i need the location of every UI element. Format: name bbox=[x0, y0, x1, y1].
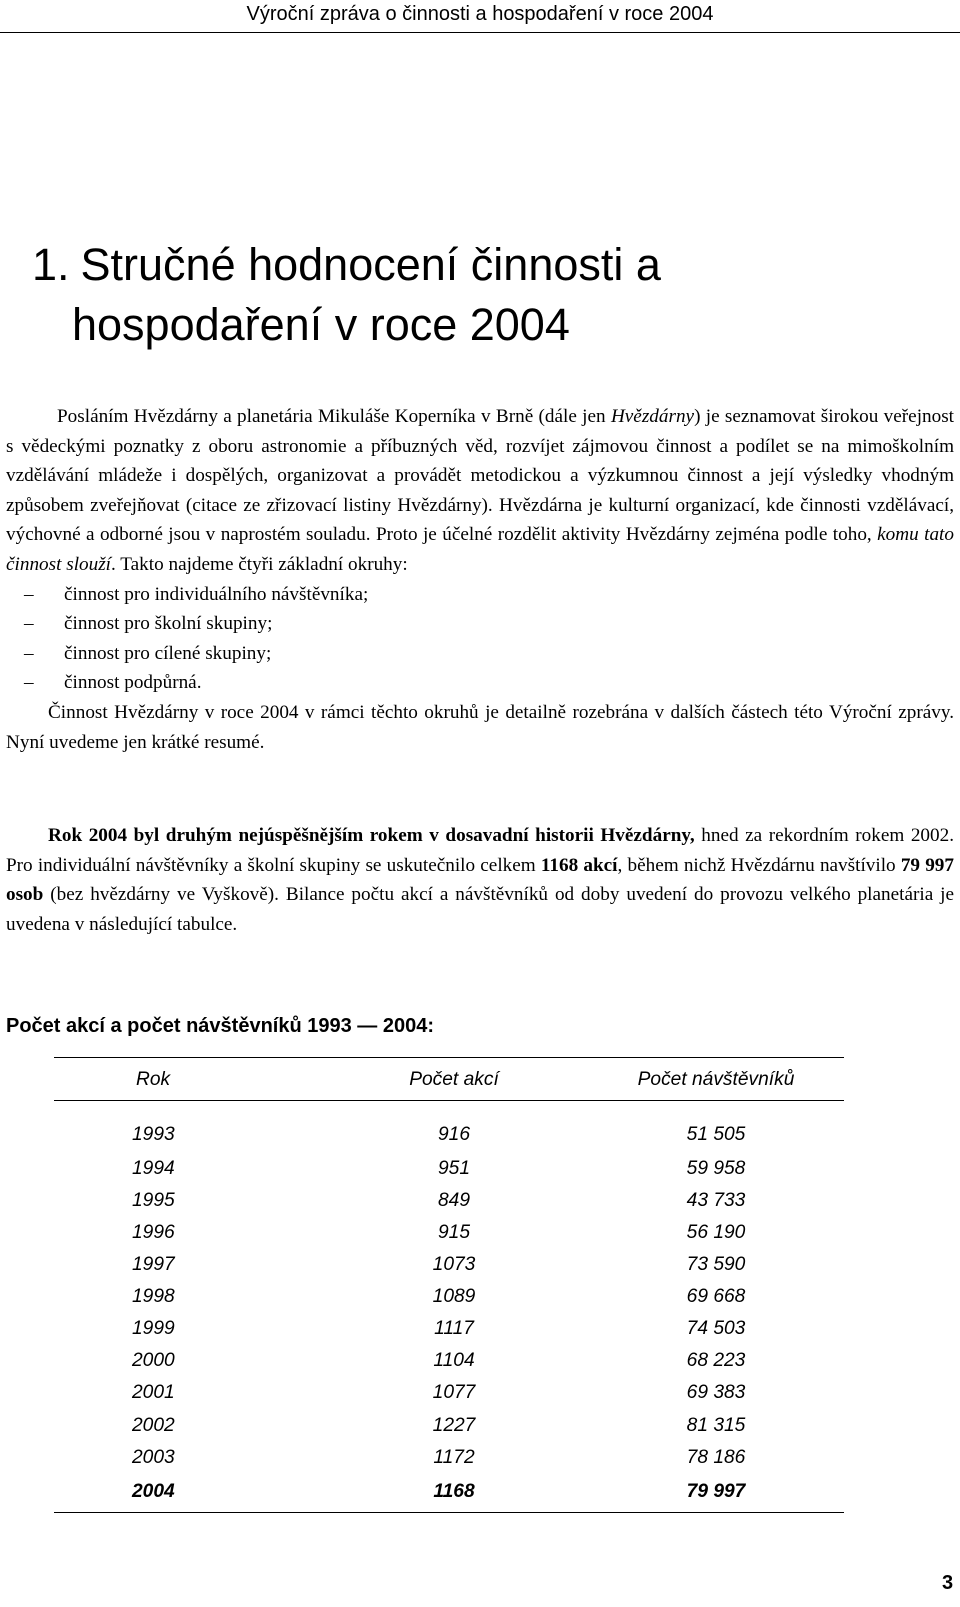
cell-visitors: 68 223 bbox=[686, 1350, 746, 1371]
intro-text-1: Posláním Hvězdárny a planetária Mikuláše Koperníka v Brně (dále jen bbox=[57, 406, 611, 427]
table-row bbox=[54, 1222, 844, 1246]
table-row bbox=[54, 1190, 844, 1214]
summary-bold-2: 1168 akcí bbox=[540, 854, 618, 876]
intro-text-2: ) je seznamovat širokou veřejnost s vědeckými poznatky z oboru astronomie a příbuzných věd, rozvíjet zájmovou činnost a podílet se na mimoškolním vzdělávání mládeže i dospělých, organizovat a provádět metodickou a výzkumnou činnost a její výsledky vhodným způsobem zveřejňovat (citace ze zřizovací listiny Hvězdárny). Hvězdárna je kulturní organizací, kde činnosti vzdělávací, výchovné a odborné jsou v naprostém souladu. Proto je účelné rozdělit aktivity Hvězdárny zejména podle toho, bbox=[6, 406, 955, 546]
cell-events: 916 bbox=[437, 1124, 470, 1145]
intro-paragraph bbox=[6, 402, 954, 757]
list-dash: – bbox=[24, 672, 34, 694]
cell-events: 951 bbox=[437, 1158, 470, 1179]
cell-year: 1994 bbox=[132, 1158, 175, 1179]
cell-visitors: 79 997 bbox=[686, 1481, 746, 1502]
cell-year: 1995 bbox=[132, 1190, 175, 1211]
cell-visitors: 59 958 bbox=[686, 1158, 746, 1179]
table-row bbox=[54, 1447, 844, 1471]
activity-list bbox=[6, 580, 954, 698]
cell-visitors: 51 505 bbox=[686, 1124, 746, 1145]
table-rule-bottom bbox=[54, 1512, 844, 1513]
page-number: 3 bbox=[942, 1572, 954, 1594]
list-item-text: činnost podpůrná. bbox=[64, 672, 202, 694]
list-item-text: činnost pro individuálního návštěvníka; bbox=[64, 583, 369, 605]
cell-visitors: 56 190 bbox=[686, 1222, 746, 1243]
table-row bbox=[54, 1415, 844, 1439]
cell-visitors: 74 503 bbox=[686, 1318, 746, 1339]
summary-paragraph bbox=[6, 821, 954, 939]
cell-events: 1172 bbox=[433, 1447, 475, 1468]
table-title: Počet akcí a počet návštěvníků 1993 — 2004: bbox=[6, 1015, 434, 1037]
cell-visitors: 69 383 bbox=[686, 1382, 746, 1403]
list-dash: – bbox=[24, 583, 34, 605]
list-dash: – bbox=[24, 613, 34, 635]
list-item-text: činnost pro školní skupiny; bbox=[64, 613, 273, 635]
table-row bbox=[54, 1124, 844, 1148]
closing-text: Činnost Hvězdárny v roce 2004 v rámci těchto okruhů je detailně rozebrána v dalších částech této Výroční zprávy. Nyní uvedeme jen krátké resumé. bbox=[6, 701, 954, 753]
section-number: 1. bbox=[32, 239, 70, 290]
cell-year: 2002 bbox=[132, 1415, 175, 1436]
table-row bbox=[54, 1350, 844, 1374]
cell-year: 2004 bbox=[132, 1481, 175, 1502]
table-rule-mid bbox=[54, 1100, 844, 1101]
cell-events: 915 bbox=[437, 1222, 470, 1243]
header-visitors: Počet návštěvníků bbox=[637, 1069, 795, 1090]
header-year: Rok bbox=[136, 1069, 171, 1090]
cell-events: 849 bbox=[437, 1190, 470, 1211]
table-row bbox=[54, 1254, 844, 1278]
cell-year: 2003 bbox=[132, 1447, 175, 1468]
cell-visitors: 43 733 bbox=[686, 1190, 746, 1211]
list-item bbox=[6, 639, 954, 669]
cell-year: 2000 bbox=[132, 1350, 175, 1371]
summary-bold-3: 79 997 osob bbox=[6, 854, 954, 906]
intro-italic-2: komu tato činnost slouží bbox=[6, 524, 954, 575]
list-item bbox=[6, 609, 954, 639]
table-header-row bbox=[54, 1069, 844, 1093]
cell-year: 1993 bbox=[132, 1124, 175, 1145]
section-title-line2: hospodaření v roce 2004 bbox=[72, 299, 570, 350]
cell-visitors: 81 315 bbox=[686, 1415, 746, 1436]
cell-year: 1998 bbox=[132, 1286, 175, 1307]
cell-events: 1089 bbox=[432, 1286, 476, 1307]
list-item-text: činnost pro cílené skupiny; bbox=[64, 642, 272, 664]
table-row bbox=[54, 1286, 844, 1310]
section-heading bbox=[32, 235, 932, 355]
cell-events: 1077 bbox=[432, 1382, 476, 1403]
cell-visitors: 73 590 bbox=[686, 1254, 746, 1275]
cell-visitors: 78 186 bbox=[686, 1447, 746, 1468]
list-item bbox=[6, 668, 954, 698]
cell-year: 1997 bbox=[132, 1254, 175, 1275]
table-row bbox=[54, 1158, 844, 1182]
summary-text-2: , během nichž Hvězdárnu navštívilo bbox=[617, 854, 901, 876]
cell-events: 1168 bbox=[433, 1481, 475, 1502]
summary-text-3: (bez hvězdárny ve Vyškově). Bilance počtu akcí a návštěvníků od doby uvedení do provozu velkého planetária je uvedena v následující tabulce. bbox=[6, 884, 954, 935]
cell-events: 1073 bbox=[432, 1254, 476, 1275]
header-events: Počet akcí bbox=[409, 1069, 499, 1090]
cell-events: 1104 bbox=[433, 1350, 475, 1371]
table-row bbox=[54, 1481, 844, 1505]
summary-text-1: hned za rekordním rokem 2002. Pro individuální návštěvníky a školní skupiny se uskutečnilo celkem bbox=[6, 825, 954, 876]
table-row bbox=[54, 1318, 844, 1342]
intro-text-3: . Takto najdeme čtyři základní okruhy: bbox=[111, 553, 408, 575]
list-item bbox=[6, 580, 954, 610]
cell-year: 2001 bbox=[132, 1382, 175, 1403]
cell-year: 1996 bbox=[132, 1222, 175, 1243]
summary-bold-1: Rok 2004 byl druhým nejúspěšnějším rokem v dosavadní historii Hvězdárny, bbox=[48, 825, 695, 846]
table-row bbox=[54, 1382, 844, 1406]
table-rule-top bbox=[54, 1057, 844, 1058]
section-title-line1: Stručné hodnocení činnosti a bbox=[80, 239, 661, 290]
cell-visitors: 69 668 bbox=[686, 1286, 746, 1307]
running-header: Výroční zpráva o činnosti a hospodaření v roce 2004 bbox=[0, 0, 960, 33]
cell-events: 1117 bbox=[434, 1318, 474, 1339]
cell-year: 1999 bbox=[132, 1318, 175, 1339]
list-dash: – bbox=[24, 642, 34, 664]
intro-italic-1: Hvězdárny bbox=[610, 406, 695, 427]
cell-events: 1227 bbox=[432, 1415, 476, 1436]
